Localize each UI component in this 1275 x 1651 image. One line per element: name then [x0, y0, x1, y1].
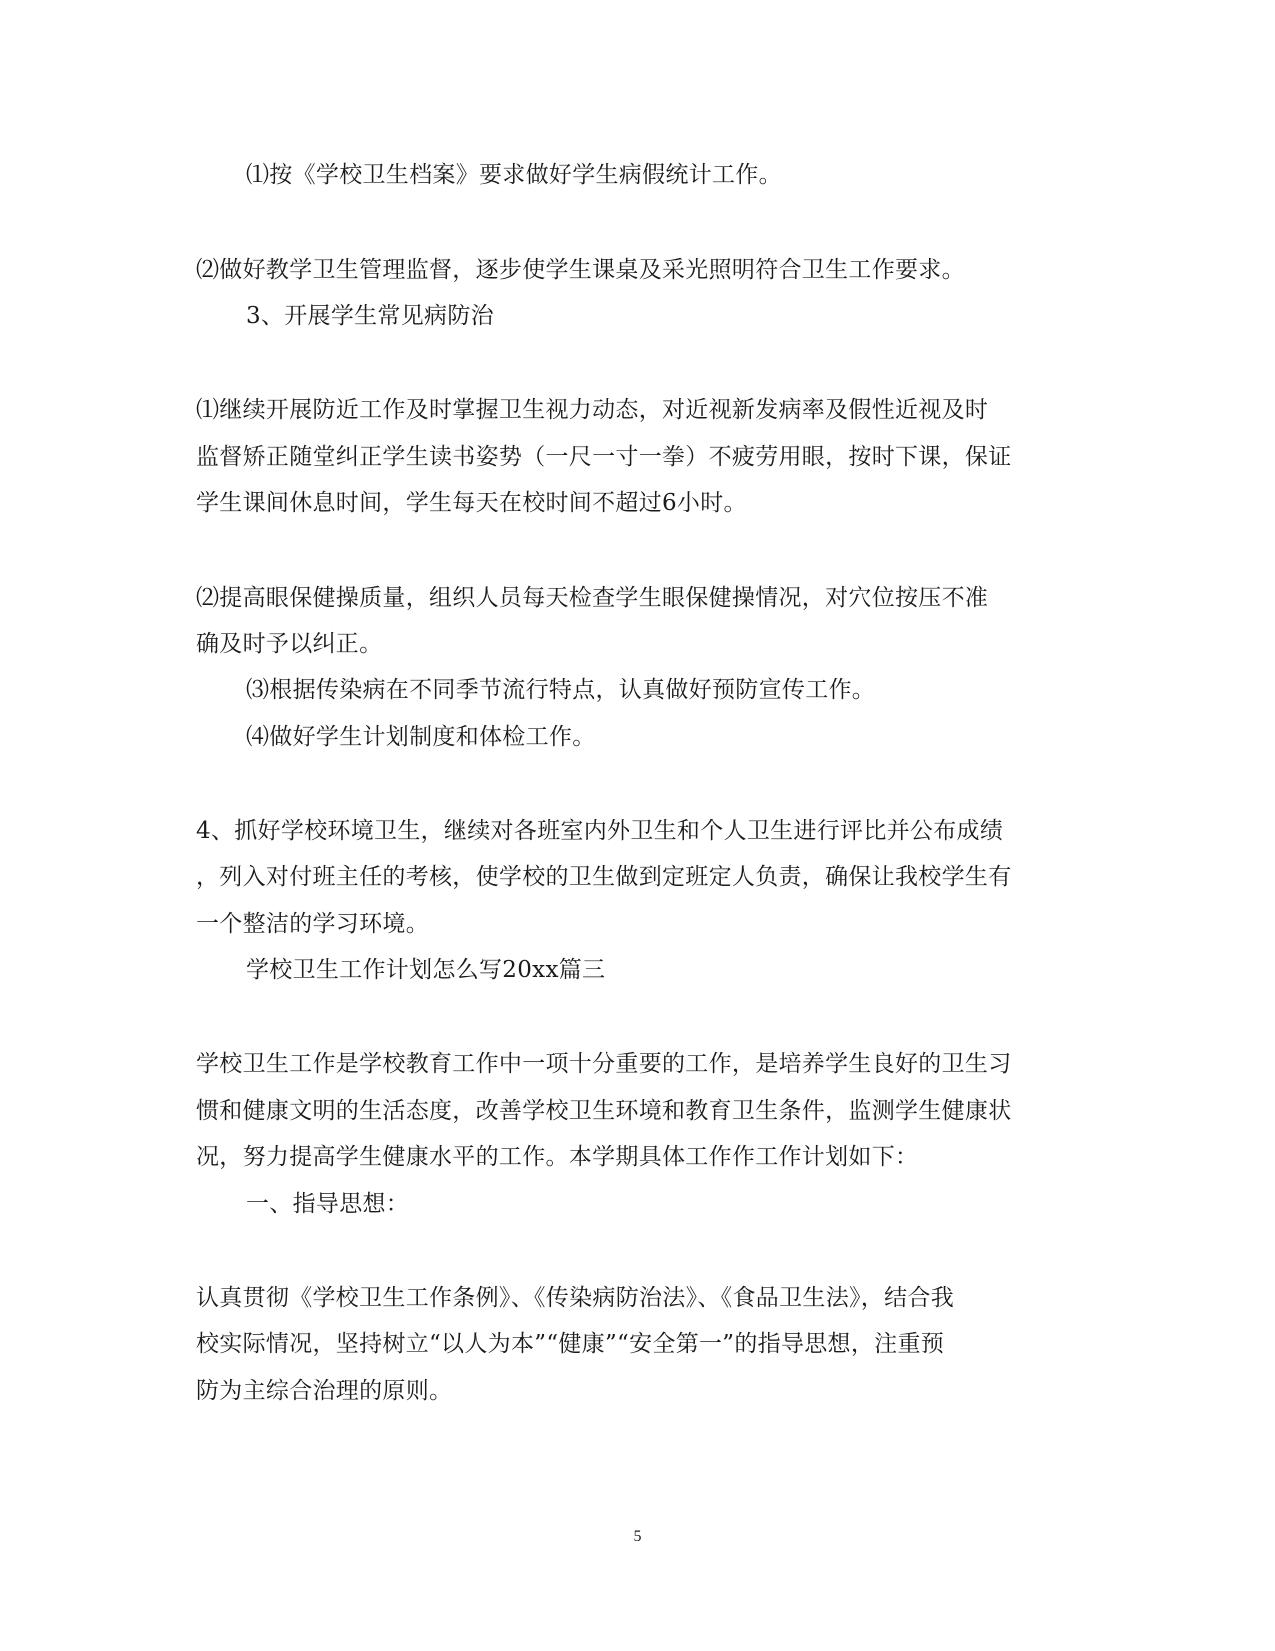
text-line: 防为主综合治理的原则。	[196, 1378, 453, 1404]
text-line: ⑷做好学生计划制度和体检工作。	[246, 724, 596, 750]
text-line: ，列入对付班主任的考核，使学校的卫生做到定班定人负责，确保让我校学生有	[196, 864, 1012, 890]
text-line: 况，努力提高学生健康水平的工作。本学期具体工作作工作计划如下：	[196, 1144, 919, 1170]
text-line: 惯和健康文明的生活态度，改善学校卫生环境和教育卫生条件，监测学生健康状	[196, 1098, 1012, 1124]
text-line: 监督矫正随堂纠正学生读书姿势（一尺一寸一拳）不疲劳用眼，按时下课，保证	[196, 444, 1012, 470]
text-line: ⑵提高眼保健操质量，组织人员每天检查学生眼保健操情况，对穴位按压不准	[196, 585, 989, 611]
text-line: 4、抓好学校环境卫生，继续对各班室内外卫生和个人卫生进行评比并公布成绩	[196, 818, 1004, 844]
text-line: 3、开展学生常见病防治	[246, 303, 494, 329]
text-line: 认真贯彻《学校卫生工作条例》、《传染病防治法》、《食品卫生法》，结合我	[196, 1285, 954, 1311]
text-line: 确及时予以纠正。	[196, 631, 383, 657]
text-line: 学生课间休息时间，学生每天在校时间不超过6小时。	[196, 490, 747, 516]
section-heading: 一、指导思想：	[246, 1191, 410, 1217]
text-line: ⑵做好教学卫生管理监督，逐步使学生课桌及采光照明符合卫生工作要求。	[196, 257, 965, 283]
text-line: 一个整洁的学习环境。	[196, 911, 429, 937]
section-heading: 学校卫生工作计划怎么写20xx篇三	[246, 957, 606, 983]
text-line: ⑴按《学校卫生档案》要求做好学生病假统计工作。	[246, 162, 782, 188]
text-line: ⑴继续开展防近工作及时掌握卫生视力动态，对近视新发病率及假性近视及时	[196, 397, 989, 423]
text-line: 学校卫生工作是学校教育工作中一项十分重要的工作，是培养学生良好的卫生习	[196, 1051, 1012, 1077]
text-line: 校实际情况，坚持树立“以人为本”“健康”“安全第一”的指导思想，注重预	[196, 1331, 945, 1357]
page-number: 5	[633, 1528, 642, 1545]
text-line: ⑶根据传染病在不同季节流行特点，认真做好预防宣传工作。	[246, 677, 876, 703]
